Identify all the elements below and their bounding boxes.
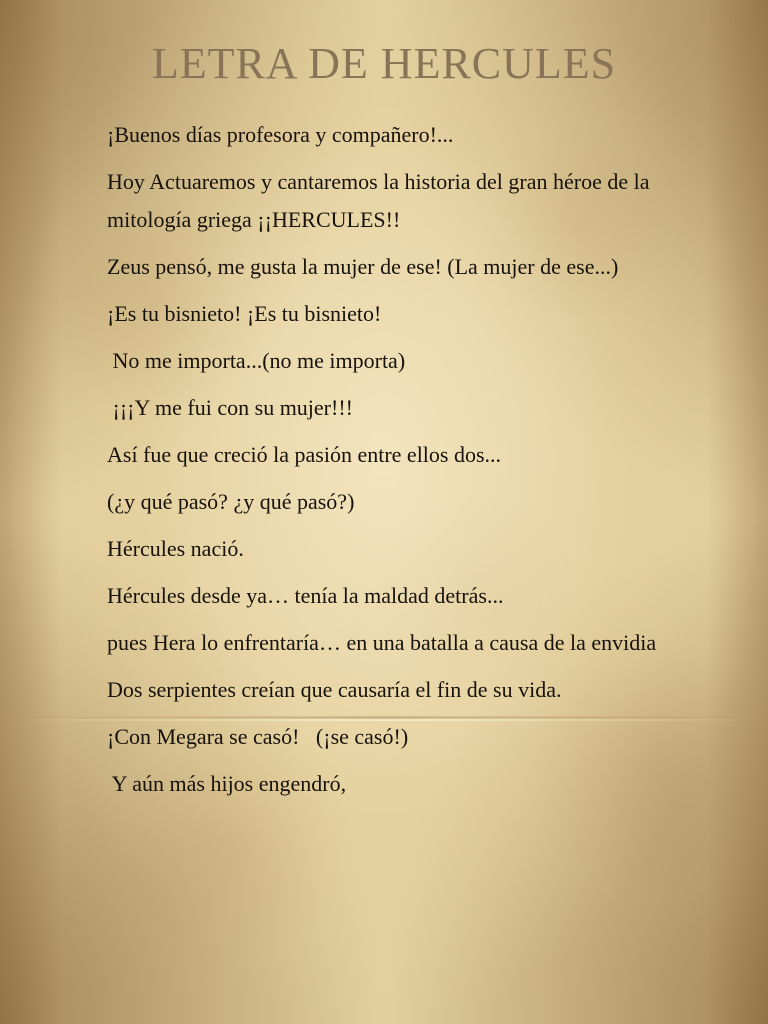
lyrics-body <box>107 116 687 812</box>
lyric-line: Y aún más hijos engendró, <box>107 771 347 796</box>
document-title: LETRA DE HERCULES <box>151 39 617 88</box>
lyric-line: Hoy Actuaremos y cantaremos la historia del gran héroe de la mitología griega ¡¡HERCULES!! <box>107 169 650 232</box>
lyric-line: ¡Es tu bisnieto! ¡Es tu bisnieto! <box>107 301 382 326</box>
lyric-line: ¡¡¡Y me fui con su mujer!!! <box>107 395 353 420</box>
lyric-line: Zeus pensó, me gusta la mujer de ese! (La mujer de ese...) <box>107 254 619 279</box>
lyric-line: (¿y qué pasó? ¿y qué pasó?) <box>107 489 355 514</box>
lyric-line: pues Hera lo enfrentaría… en una batalla a causa de la envidia <box>107 630 657 655</box>
lyric-line: ¡Con Megara se casó! (¡se casó!) <box>107 724 409 749</box>
lyric-line: No me importa...(no me importa) <box>107 348 406 373</box>
lyric-line: Hércules nació. <box>107 536 244 561</box>
lyric-line: Dos serpientes creían que causaría el fin de su vida. <box>107 677 562 702</box>
lyric-line: ¡Buenos días profesora y compañero!... <box>107 122 454 147</box>
lyric-line: Hércules desde ya… tenía la maldad detrás... <box>107 583 504 608</box>
lyric-line: Así fue que creció la pasión entre ellos dos... <box>107 442 502 467</box>
